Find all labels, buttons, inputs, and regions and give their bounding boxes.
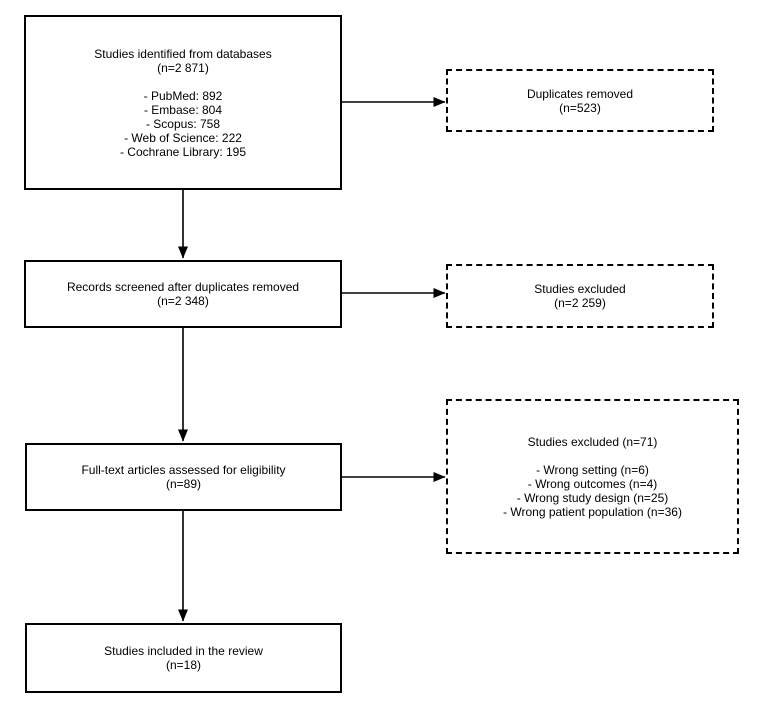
box-count: (n=523) (559, 100, 601, 115)
box-title: Records screened after duplicates removed (66, 280, 300, 294)
box-title: Studies excluded (n=71) (527, 434, 658, 449)
list-item: - Scopus: 758 (145, 116, 221, 131)
list-item: - Web of Science: 222 (124, 130, 242, 145)
box-studies-identified (24, 15, 342, 190)
list-item: - Wrong study design (n=25) (516, 490, 669, 505)
list-item: - Wrong setting (n=6) (536, 462, 649, 477)
list-item: - PubMed: 892 (143, 88, 223, 103)
box-title: Duplicates removed (526, 86, 634, 101)
box-title: Studies identified from databases (94, 46, 272, 61)
box-studies-excluded-fulltext (446, 399, 739, 554)
list-item: - Cochrane Library: 195 (119, 144, 247, 159)
box-count: (n=2 871) (157, 60, 209, 75)
box-duplicates-removed (446, 69, 714, 132)
list-item: - Wrong outcomes (n=4) (527, 476, 658, 491)
list-item: - Embase: 804 (143, 102, 223, 117)
box-studies-excluded-screening (446, 264, 714, 328)
box-count: (n=2 259) (554, 296, 606, 310)
box-studies-included (25, 623, 342, 693)
box-count: (n=18) (165, 658, 202, 672)
box-count: (n=89) (165, 477, 202, 491)
box-records-screened (24, 260, 342, 328)
box-title: Studies included in the review (104, 644, 263, 658)
box-count: (n=2 348) (157, 294, 209, 308)
box-title: Studies excluded (534, 282, 626, 296)
box-fulltext-assessed (25, 443, 342, 511)
list-item: - Wrong patient population (n=36) (503, 504, 682, 519)
box-title: Full-text articles assessed for eligibility (81, 463, 286, 477)
